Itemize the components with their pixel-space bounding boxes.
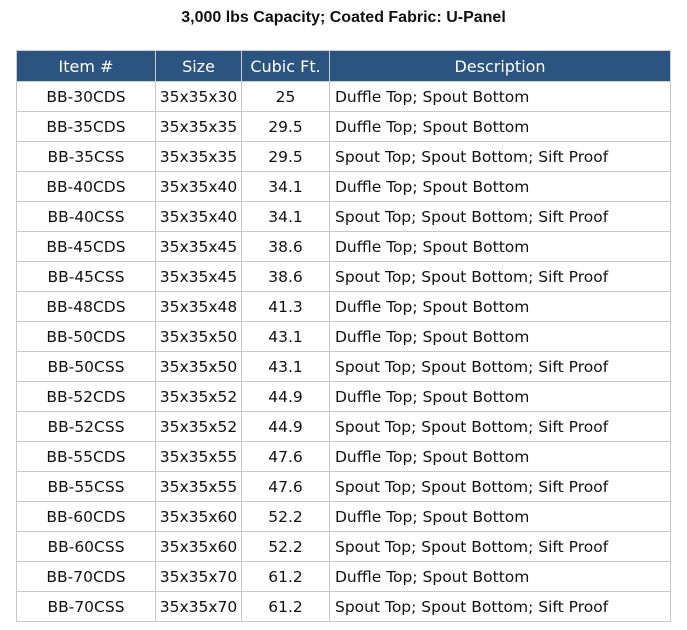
cell-description: Spout Top; Spout Bottom; Sift Proof <box>330 412 671 442</box>
cell-cubic-ft: 38.6 <box>242 262 330 292</box>
cell-cubic-ft: 41.3 <box>242 292 330 322</box>
cell-description: Spout Top; Spout Bottom; Sift Proof <box>330 142 671 172</box>
cell-description: Duffle Top; Spout Bottom <box>330 292 671 322</box>
product-spec-table <box>16 50 671 622</box>
cell-size: 35x35x52 <box>156 412 242 442</box>
cell-cubic-ft: 61.2 <box>242 562 330 592</box>
table-row <box>17 292 671 322</box>
table-row <box>17 442 671 472</box>
cell-cubic-ft: 34.1 <box>242 202 330 232</box>
cell-size: 35x35x60 <box>156 502 242 532</box>
cell-size: 35x35x30 <box>156 82 242 112</box>
column-header-cubic-ft: Cubic Ft. <box>242 51 330 82</box>
cell-description: Spout Top; Spout Bottom; Sift Proof <box>330 202 671 232</box>
table-row <box>17 232 671 262</box>
cell-cubic-ft: 44.9 <box>242 382 330 412</box>
table-row <box>17 112 671 142</box>
cell-item-number: BB-55CSS <box>17 472 156 502</box>
cell-size: 35x35x35 <box>156 142 242 172</box>
cell-cubic-ft: 47.6 <box>242 442 330 472</box>
cell-description: Duffle Top; Spout Bottom <box>330 562 671 592</box>
cell-cubic-ft: 29.5 <box>242 142 330 172</box>
cell-item-number: BB-70CDS <box>17 562 156 592</box>
table-row <box>17 262 671 292</box>
cell-cubic-ft: 61.2 <box>242 592 330 622</box>
cell-description: Duffle Top; Spout Bottom <box>330 322 671 352</box>
table-row <box>17 172 671 202</box>
cell-description: Duffle Top; Spout Bottom <box>330 232 671 262</box>
table-row <box>17 412 671 442</box>
cell-size: 35x35x50 <box>156 352 242 382</box>
cell-item-number: BB-30CDS <box>17 82 156 112</box>
cell-size: 35x35x35 <box>156 112 242 142</box>
cell-description: Spout Top; Spout Bottom; Sift Proof <box>330 262 671 292</box>
cell-item-number: BB-35CSS <box>17 142 156 172</box>
cell-size: 35x35x70 <box>156 592 242 622</box>
cell-size: 35x35x52 <box>156 382 242 412</box>
cell-item-number: BB-48CDS <box>17 292 156 322</box>
cell-size: 35x35x70 <box>156 562 242 592</box>
cell-description: Duffle Top; Spout Bottom <box>330 82 671 112</box>
cell-size: 35x35x55 <box>156 442 242 472</box>
cell-description: Duffle Top; Spout Bottom <box>330 442 671 472</box>
cell-item-number: BB-70CSS <box>17 592 156 622</box>
cell-description: Duffle Top; Spout Bottom <box>330 382 671 412</box>
cell-item-number: BB-50CSS <box>17 352 156 382</box>
table-row <box>17 352 671 382</box>
cell-description: Duffle Top; Spout Bottom <box>330 502 671 532</box>
cell-description: Duffle Top; Spout Bottom <box>330 172 671 202</box>
cell-size: 35x35x45 <box>156 232 242 262</box>
table-row <box>17 592 671 622</box>
cell-item-number: BB-52CDS <box>17 382 156 412</box>
cell-item-number: BB-52CSS <box>17 412 156 442</box>
table-row <box>17 562 671 592</box>
table-row <box>17 142 671 172</box>
cell-item-number: BB-50CDS <box>17 322 156 352</box>
cell-item-number: BB-55CDS <box>17 442 156 472</box>
column-header-item-number: Item # <box>17 51 156 82</box>
cell-item-number: BB-35CDS <box>17 112 156 142</box>
cell-cubic-ft: 44.9 <box>242 412 330 442</box>
cell-cubic-ft: 52.2 <box>242 532 330 562</box>
table-header-row <box>17 51 671 82</box>
cell-description: Spout Top; Spout Bottom; Sift Proof <box>330 592 671 622</box>
cell-size: 35x35x45 <box>156 262 242 292</box>
table-row <box>17 322 671 352</box>
cell-cubic-ft: 25 <box>242 82 330 112</box>
cell-size: 35x35x40 <box>156 202 242 232</box>
column-header-size: Size <box>156 51 242 82</box>
cell-size: 35x35x50 <box>156 322 242 352</box>
table-row <box>17 82 671 112</box>
cell-description: Spout Top; Spout Bottom; Sift Proof <box>330 352 671 382</box>
cell-size: 35x35x40 <box>156 172 242 202</box>
table-row <box>17 382 671 412</box>
cell-size: 35x35x60 <box>156 532 242 562</box>
cell-size: 35x35x48 <box>156 292 242 322</box>
cell-cubic-ft: 38.6 <box>242 232 330 262</box>
table-row <box>17 472 671 502</box>
cell-item-number: BB-40CDS <box>17 172 156 202</box>
cell-item-number: BB-60CDS <box>17 502 156 532</box>
cell-cubic-ft: 52.2 <box>242 502 330 532</box>
cell-item-number: BB-60CSS <box>17 532 156 562</box>
cell-description: Spout Top; Spout Bottom; Sift Proof <box>330 532 671 562</box>
cell-size: 35x35x55 <box>156 472 242 502</box>
table-row <box>17 202 671 232</box>
cell-item-number: BB-45CSS <box>17 262 156 292</box>
column-header-description: Description <box>330 51 671 82</box>
cell-cubic-ft: 34.1 <box>242 172 330 202</box>
cell-item-number: BB-40CSS <box>17 202 156 232</box>
page-title: 3,000 lbs Capacity; Coated Fabric: U-Panel <box>181 9 506 26</box>
cell-cubic-ft: 43.1 <box>242 322 330 352</box>
table-row <box>17 532 671 562</box>
cell-cubic-ft: 29.5 <box>242 112 330 142</box>
cell-cubic-ft: 47.6 <box>242 472 330 502</box>
cell-description: Duffle Top; Spout Bottom <box>330 112 671 142</box>
cell-cubic-ft: 43.1 <box>242 352 330 382</box>
table-row <box>17 502 671 532</box>
cell-item-number: BB-45CDS <box>17 232 156 262</box>
cell-description: Spout Top; Spout Bottom; Sift Proof <box>330 472 671 502</box>
